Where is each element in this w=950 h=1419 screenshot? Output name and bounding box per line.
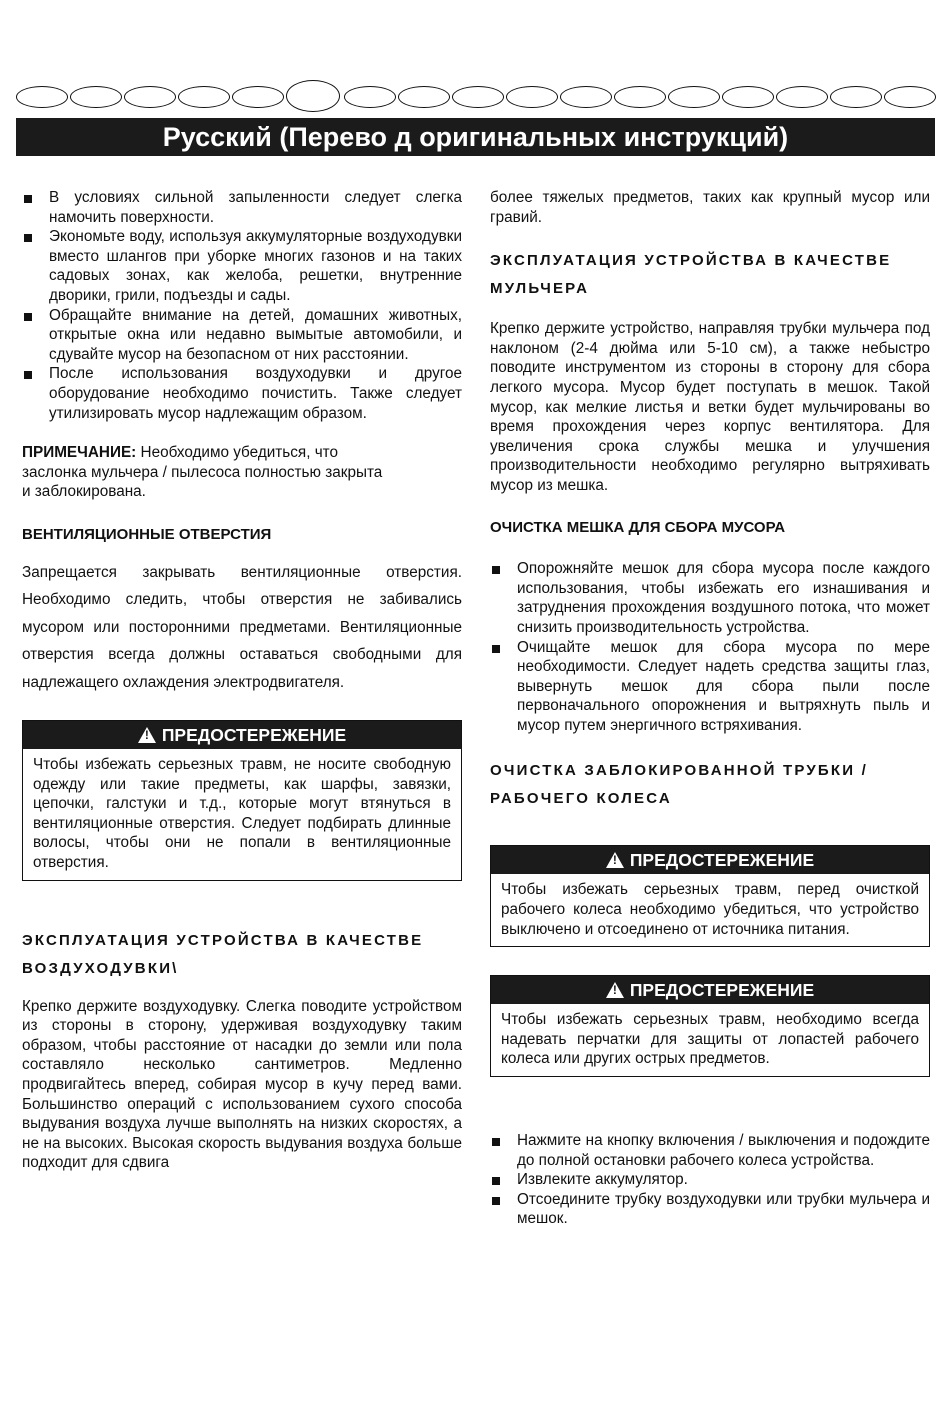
tab-oval (124, 86, 176, 108)
tab-oval (560, 86, 612, 108)
note-paragraph (22, 443, 462, 502)
list-item: Отсоедините трубку воздуходувки или трубки мульчера и мешок. (490, 1190, 930, 1229)
note-text: Необходимо убедиться, что заслонка мульчера / пылесоса полностью закрыта и заблокирована. (22, 444, 383, 501)
tube-cleaning-heading: ОЧИСТКА ЗАБЛОКИРОВАННОЙ ТРУБКИ / РАБОЧЕГО КОЛЕСА (490, 762, 868, 808)
vent-section (22, 559, 462, 697)
tab-oval (722, 86, 774, 108)
blower-text: Крепко держите воздуходувку. Слегка поводите устройством из стороны в сторону, удерживая воздуходувку таким образом, чтобы расстояние от насадки до земли или пола составляло несколько сантиметров. Медленно продвигайтесь вперед, собирая мусор в кучу перед вами. Большинство операций с использованием сухого способа выдувания воздуха лучше выполнять на низких скоростях, а не на высоких. Высокая скорость выдувания воздуха больше подходит для сдвига (22, 997, 462, 1172)
warning-title: ПРЕДОСТЕРЕЖЕНИЕ (161, 725, 347, 745)
mulcher-text: Крепко держите устройство, направляя трубки мульчера под наклоном (2-4 дюйма или 5-10 см), а также небыстро поводите инструментом из стороны в сторону для сбора легкого мусора. Мусор будет поступать в мешок. Такой мусор, как мелкие листья и ветки будет мульчированы во время прохождения через корпус вентилятора. Для увеличения срока службы мешка и улучшения производительности необходимо регулярно вытряхивать мусор из мешка. (490, 320, 930, 494)
note-label: ПРИМЕЧАНИЕ: (22, 444, 137, 462)
tab-oval (452, 86, 504, 108)
list-item: Опорожняйте мешок для сбора мусора после каждого использования, чтобы избежать его изнашивания и затруднения прохождения воздушного потока, что может снизить производительность устройства. (490, 559, 930, 637)
list-item: В условиях сильной запыленности следует слегка намочить поверхности. (22, 188, 462, 227)
list-item: Обращайте внимание на детей, домашних животных, открытые окна или недавно вымытые автомобили, и сдувайте мусор на безопасном от них расстоянии. (22, 306, 462, 365)
left-column (22, 188, 462, 1173)
warning-box-clothing (22, 720, 462, 881)
bag-cleaning-heading: ОЧИСТКА МЕШКА ДЛЯ СБОРА МУСОРА (490, 518, 786, 536)
warning-triangle-icon (606, 852, 624, 868)
warning-title-bar (491, 976, 929, 1004)
list-item: Нажмите на кнопку включения / выключения и подождите до полной остановки рабочего колеса устройства. (490, 1131, 930, 1170)
warning-title: ПРЕДОСТЕРЕЖЕНИЕ (629, 980, 815, 1001)
tab-oval (398, 86, 450, 108)
tab-oval (232, 86, 284, 108)
tips-list (22, 188, 462, 423)
warning-box-gloves (490, 975, 930, 1077)
tab-oval (16, 86, 68, 108)
page-title: Русский (Перево д оригинальных инструкций) (16, 118, 935, 156)
warning-text: Чтобы избежать серьезных травм, не носите свободную одежду или такие предметы, как шарфы, завязки, цепочки, галстуки и т.д., которые могут втянуться в вентиляционные отверстия. Следует подбирать длинные волосы, чтобы они не попали в вентиляционные отверстия. (33, 756, 451, 871)
vent-heading: ВЕНТИЛЯЦИОННЫЕ ОТВЕРСТИЯ (22, 525, 272, 543)
tab-oval (286, 80, 340, 112)
list-item: Экономьте воду, используя аккумуляторные воздуходувки вместо шлангов при уборке многих газонов и на таких садовых зонах, как желоба, решетки, внутренние дворики, грили, подъезды и сады. (22, 227, 462, 305)
tab-oval (668, 86, 720, 108)
warning-triangle-icon (138, 727, 156, 743)
warning-title-bar (491, 846, 929, 874)
tab-oval (776, 86, 828, 108)
list-item: Очищайте мешок для сбора мусора по мере необходимости. Следует надеть средства защиты глаз, вывернуть мешок для сбора пыли после первоначального опорожнения и вытряхнуть пыль и мусор путем энергичного встряхивания. (490, 638, 930, 736)
blower-heading: ЭКСПЛУАТАЦИЯ УСТРОЙСТВА В КАЧЕСТВЕ ВОЗДУХОДУВКИ\ (22, 931, 424, 977)
warning-title: ПРЕДОСТЕРЕЖЕНИЕ (629, 850, 815, 871)
right-column (490, 188, 930, 1229)
vent-text: Запрещается закрывать вентиляционные отверстия. Необходимо следить, чтобы отверстия не забивались мусором или посторонними предметами. Вентиляционные отверстия всегда должны оставаться свободными для надлежащего охлаждения электродвигателя. (22, 563, 462, 691)
page-tab-ovals (16, 80, 936, 110)
list-item: После использования воздуходувки и другое оборудование необходимо почистить. Также следует утилизировать мусор надлежащим образом. (22, 364, 462, 423)
tab-oval (830, 86, 882, 108)
bag-cleaning-list (490, 559, 930, 735)
warning-text: Чтобы избежать серьезных травм, перед очисткой рабочего колеса необходимо убедиться, что устройство выключено и отсоединено от источника питания. (501, 881, 919, 938)
mulcher-heading: ЭКСПЛУАТАЦИЯ УСТРОЙСТВА В КАЧЕСТВЕ МУЛЬЧЕРА (490, 252, 892, 298)
list-item: Извлеките аккумулятор. (490, 1170, 930, 1190)
tab-oval (70, 86, 122, 108)
warning-triangle-icon (606, 982, 624, 998)
tab-oval (506, 86, 558, 108)
warning-text: Чтобы избежать серьезных травм, необходимо всегда надевать перчатки для защиты от лопастей рабочего колеса или других острых предметов. (501, 1011, 919, 1068)
continued-text: более тяжелых предметов, таких как крупный мусор или гравий. (490, 189, 930, 226)
tab-oval (344, 86, 396, 108)
tab-oval (178, 86, 230, 108)
warning-title-bar (23, 721, 461, 749)
tab-oval (884, 86, 936, 108)
tab-oval (614, 86, 666, 108)
warning-box-power (490, 845, 930, 947)
disassembly-list (490, 1131, 930, 1229)
